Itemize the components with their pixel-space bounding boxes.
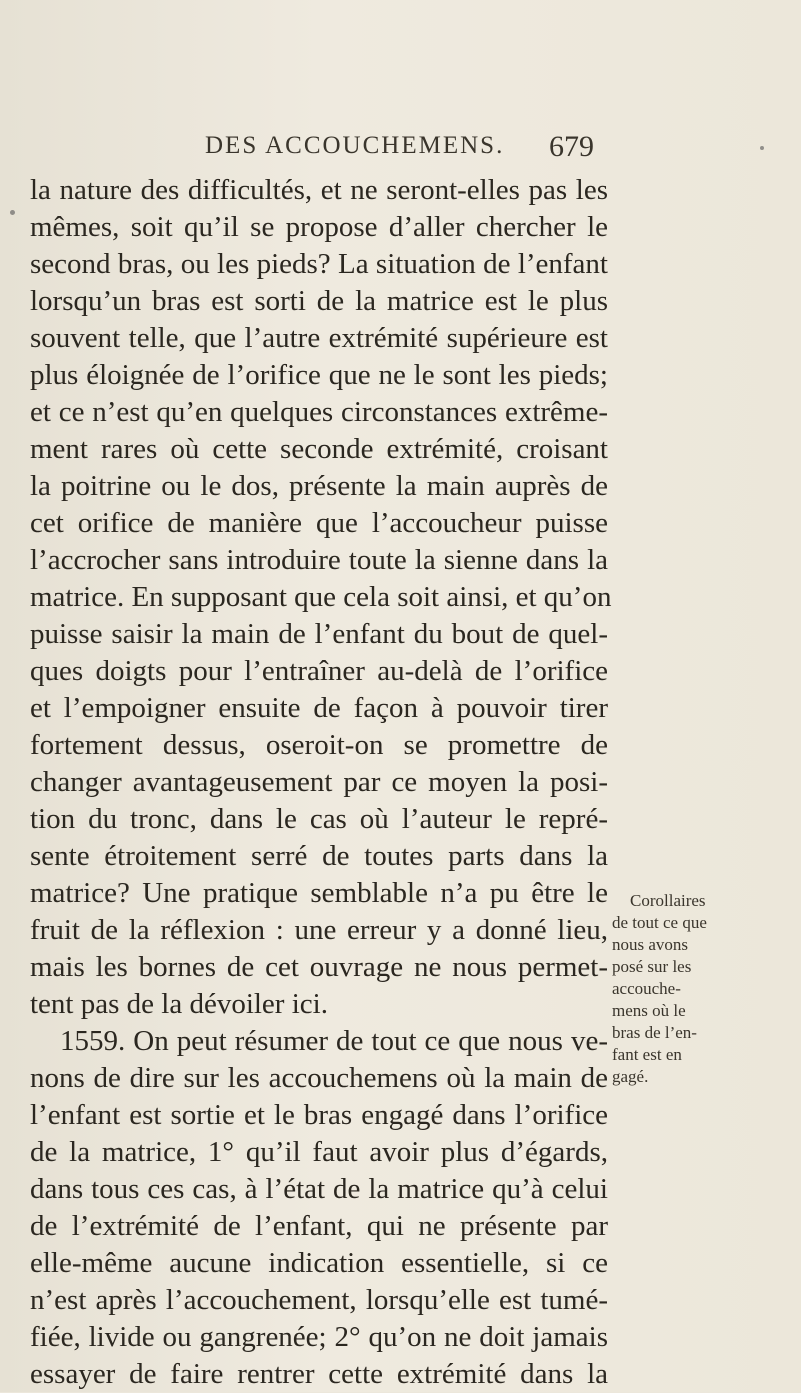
text-line: fruit de la réflexion : une erreur y a donné lieu, [30,914,608,946]
marginal-note-line: bras de l’en- [612,1023,697,1042]
main-text-block [30,172,612,1393]
text-line: et ce n’est qu’en quelques circonstances extrême- [30,396,608,428]
text-line: dans tous ces cas, à l’état de la matrice qu’à celui [30,1173,608,1205]
page-header [205,132,625,172]
running-title: DES ACCOUCHEMENS. [205,132,505,159]
text-line: lorsqu’un bras est sorti de la matrice est le plus [30,285,608,317]
text-line: essayer de faire rentrer cette extrémité dans la [30,1358,608,1390]
text-line: changer avantageusement par ce moyen la posi- [30,766,608,798]
marginal-note-line: gagé. [612,1067,649,1086]
marginal-note-line: de tout ce que [612,913,707,932]
text-line: fiée, livide ou gangrenée; 2° qu’on ne doit jamais [30,1321,608,1353]
page-number: 679 [549,130,594,163]
text-line: l’enfant est sortie et le bras engagé dans l’orifice [30,1099,608,1131]
text-line: matrice. En supposant que cela soit ainsi, et qu’on [30,581,612,613]
text-line: nons de dire sur les accouchemens où la main de [30,1062,608,1094]
text-line: plus éloignée de l’orifice que ne le sont les pieds; [30,359,608,391]
marginal-note-line: fant est en [612,1045,682,1064]
text-line: sente étroitement serré de toutes parts dans la [30,840,608,872]
text-line: elle-même aucune indication essentielle, si ce [30,1247,608,1279]
text-line: tion du tronc, dans le cas où l’auteur le repré- [30,803,608,835]
text-line: n’est après l’accouchement, lorsqu’elle est tumé- [30,1284,608,1316]
text-line: l’accrocher sans introduire toute la sienne dans la [30,544,608,576]
ink-speck [10,210,15,215]
marginal-note-line: Corollaires [630,891,706,910]
paragraph-start-1559: 1559. On peut résumer de tout ce que nous ve- [60,1025,608,1057]
text-line: la poitrine ou le dos, présente la main auprès de [30,470,608,502]
text-line: puisse saisir la main de l’enfant du bout de quel- [30,618,608,650]
marginal-note-line: accouche- [612,979,681,998]
text-line: de l’extrémité de l’enfant, qui ne présente par [30,1210,608,1242]
text-line: tent pas de la dévoiler ici. [30,988,328,1020]
text-line: de la matrice, 1° qu’il faut avoir plus d’égards, [30,1136,608,1168]
text-line: cet orifice de manière que l’accoucheur puisse [30,507,608,539]
text-line: la nature des difficultés, et ne seront-elles pas les [30,174,608,206]
marginal-note-line: nous avons [612,935,689,954]
marginal-note-line: posé sur les [612,957,692,976]
text-line: mêmes, soit qu’il se propose d’aller chercher le [30,211,608,243]
marginal-note-line: mens où le [612,1001,686,1020]
ink-speck [760,146,764,150]
text-line: ment rares où cette seconde extrémité, croisant [30,433,608,465]
text-line: mais les bornes de cet ouvrage ne nous permet- [30,951,608,983]
text-line: matrice? Une pratique semblable n’a pu être le [30,877,608,909]
text-line: second bras, ou les pieds? La situation de l’enfant [30,248,608,280]
marginal-note [612,890,790,1088]
text-line: fortement dessus, oseroit-on se promettre de [30,729,608,761]
text-line: souvent telle, que l’autre extrémité supérieure est [30,322,608,354]
text-line: ques doigts pour l’entraîner au-delà de l’orifice [30,655,608,687]
text-line: et l’empoigner ensuite de façon à pouvoir tirer [30,692,608,724]
